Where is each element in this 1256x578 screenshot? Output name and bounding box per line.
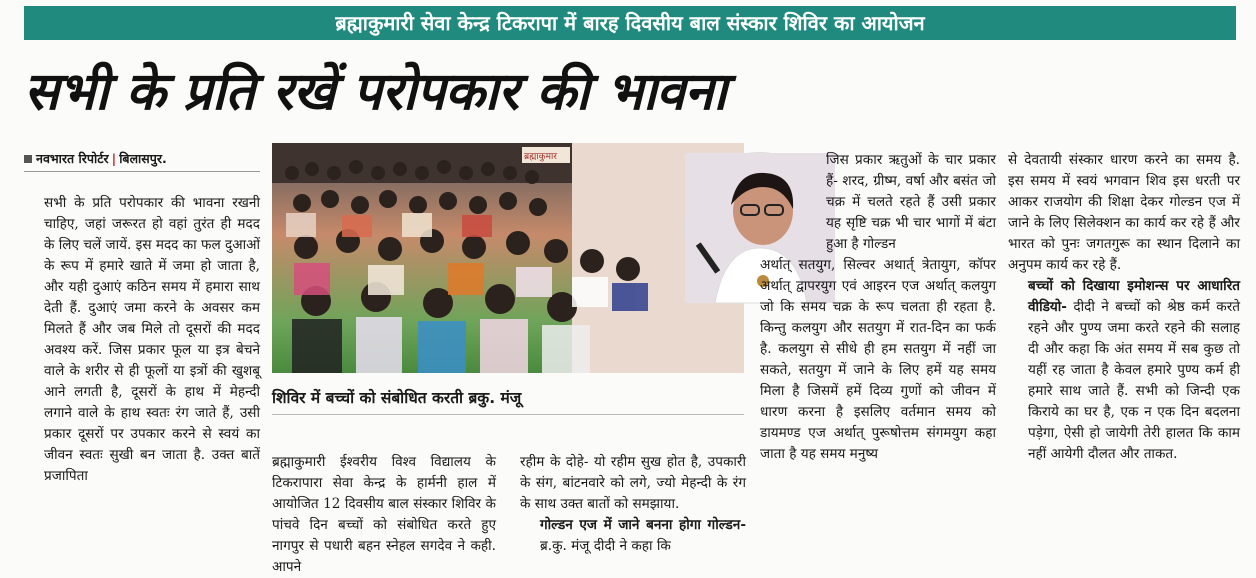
subheading: गोल्डन एज में जाने बनना होगा गोल्डन- bbox=[540, 517, 746, 533]
dateline-city: बिलासपुर. bbox=[119, 151, 167, 166]
paragraph: ब्रह्माकुमारी ईश्वरीय विश्व विद्यालय के टिकरापारा सेवा केन्द्र के हार्मनी हाल में आयोजित 12 दिवसीय बाल संस्कार शिविर के पांचवे दिन बच्चों को संबोधित करते हुए नागपुर से पधारी बहन स्नेहल सगदेव ने कही. आपने bbox=[272, 454, 496, 575]
paragraph: से देवतायी संस्कार धारण करने का समय है. इस समय में स्वयं भगवान शिव इस धरती पर आकर राजयोग की शिक्षा देकर गोल्डन एज में जाने के लिए सिलेक्शन का कार्य कर रहे हैं और भारत को पुनः जगतगुरू का स्थान दिलाने का अनुपम कार्य कर रहे हैं. bbox=[1008, 152, 1240, 273]
paragraph: अर्थात् सतयुग, सिल्वर अथार्त् त्रेतायुग, कॉपर अर्थात् द्वापरयुग एवं आइरन एज अर्थात् कलयुग जो कि समय चक्र के रूप चलता ही रहता है. किन्तु कलयुग और सतयुग में रात-दिन का फर्क है. कलयुग से सीधे ही हम सतयुग में नहीं जा सकते, सतयुग में जाने के लिए हमें यह समय मिला है जिसमें हमें दिव्य गुणों को जीवन में धारण करना है इसलिए वर्तमान समय को डायमण्ड एज अर्थात् पुरूषोत्तम संगमयुग कहा जाता है यह समय मनुष्य bbox=[760, 257, 996, 462]
paragraph-with-subhead bbox=[1008, 276, 1240, 465]
byline-separator: | bbox=[111, 151, 117, 166]
section-banner: ब्रह्माकुमारी सेवा केन्द्र टिकरापा में बारह दिवसीय बाल संस्कार शिविर का आयोजन bbox=[24, 6, 1236, 40]
byline bbox=[24, 150, 260, 172]
event-photo bbox=[272, 143, 744, 373]
paragraph-wrapped: जिस प्रकार ऋतुओं के चार प्रकार हैं- शरद, ग्रीष्म, वर्षा और बसंत जो चक्र में चलते रहते हैं उसी प्रकार यह सृष्टि चक्र भी चार भागों में बंटा हुआ है गोल्डन bbox=[826, 152, 996, 252]
article-column-1 bbox=[24, 193, 260, 565]
reporter-name: नवभारत रिपोर्टर bbox=[36, 151, 109, 166]
paragraph-with-subhead bbox=[520, 515, 746, 557]
article-column-5 bbox=[1008, 150, 1240, 564]
subheading: बच्चों को दिखाया इमोशन्स पर आधारित वीडियो- bbox=[1028, 278, 1240, 315]
audience-illustration bbox=[272, 143, 744, 373]
headline: सभी के प्रति रखें परोपकार की भावना bbox=[24, 62, 727, 122]
article-column-4 bbox=[760, 150, 996, 564]
article-column-3 bbox=[520, 452, 746, 564]
article-column-2 bbox=[272, 452, 496, 575]
paragraph-text: दीदी ने बच्चों को श्रेष्ठ कर्म करते रहने और पुण्य जमा करते रहने की सलाह दी और कहा कि अंत समय में सब कुछ तो यहीं रह जाता है केवल हमारे पुण्य कर्म ही हमारे साथ जाते हैं. सभी को जिन्दी एक किराये का घर है, एक न एक दिन बदलना पड़ेगा, ऐसी हो जायेगी तेरी हालत कि काम नहीं आयेगी दौलत और ताकत. bbox=[1028, 299, 1240, 462]
paragraph-text: ब्र.कु. मंजू दीदी ने कहा कि bbox=[540, 538, 671, 554]
photo-caption: शिविर में बच्चों को संबोधित करती ब्रकु. मंजू bbox=[272, 381, 744, 415]
stage-banner-text: ब्रह्माकुमार bbox=[524, 152, 557, 162]
paragraph: रहीम के दोहे- यो रहीम सुख होत है, उपकारी के संग, बांटनवारे को लगे, ज्यो मेहन्दी के रंग के साथ उक्त बातों को समझाया. bbox=[520, 454, 746, 512]
paragraph: सभी के प्रति परोपकार की भावना रखनी चाहिए, जहां जरूरत हो वहां तुरंत ही मदद के लिए चलें जायें. इस मदद का फल दुआओं के रूप में हमारे खाते में जमा हो जाता है, और यही दुआएं कठिन समय में हमारा साथ देती हैं. दुआएं जमा करने के अवसर कम मिलते हैं और जब मिले तो दूसरों की मदद अवश्य करें. जिस प्रकार फूल या इत्र बेचने वाले के शरीर से ही फूलों या इत्रों की खुशबू आने लगती है, दूसरों के हाथ में मेहन्दी लगाने वाले के हाथ स्वतः रंग जाते हैं, उसी प्रकार दूसरों पर उपकार करने से स्वयं का जीवन स्वतः सुखी बन जाता है. उक्त बातें प्रजापिता bbox=[44, 195, 261, 484]
bullet-square-icon bbox=[24, 155, 32, 163]
